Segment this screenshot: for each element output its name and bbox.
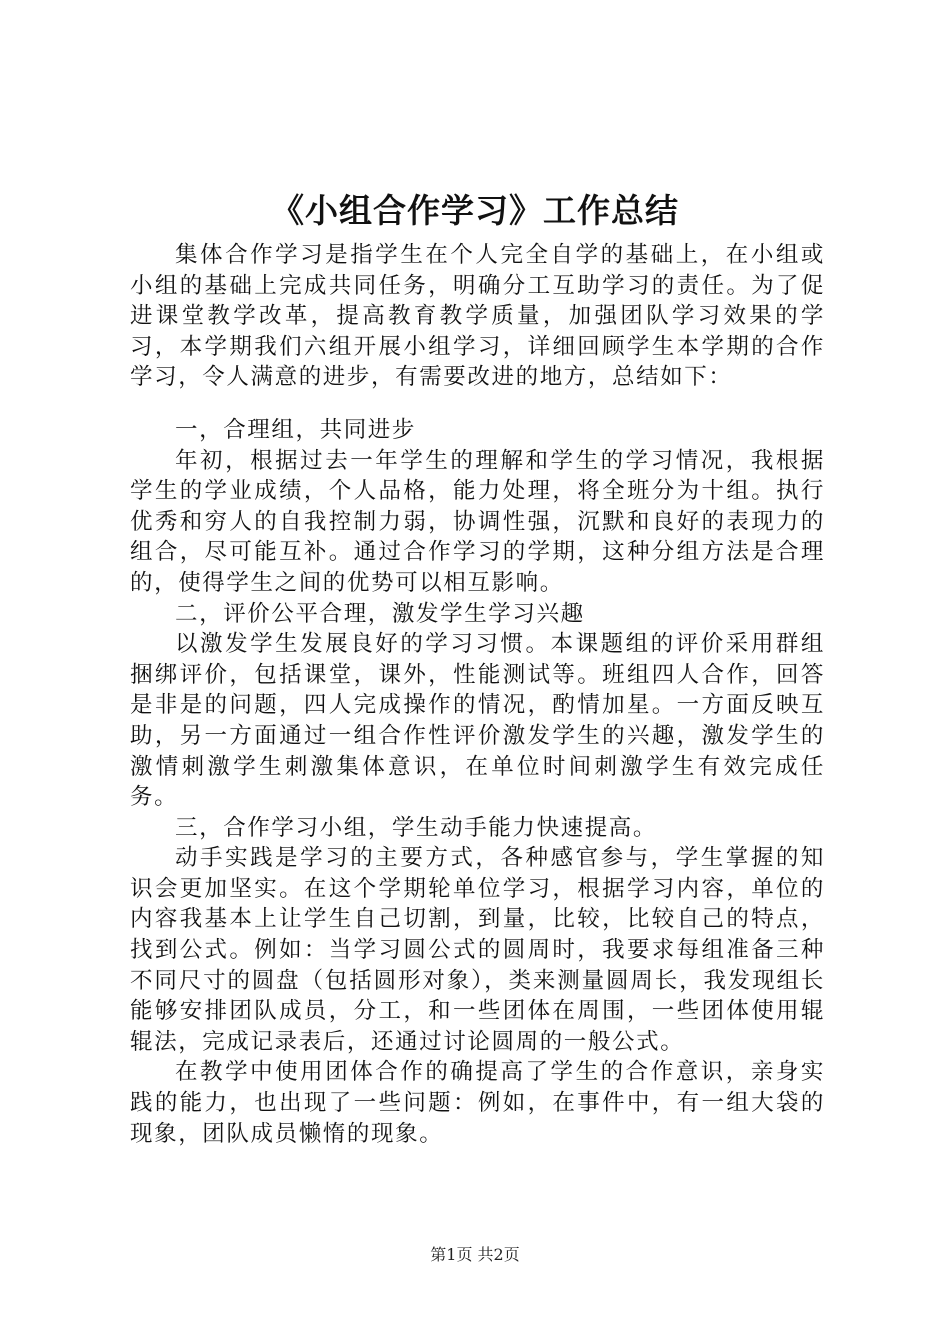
section-heading-1: 一，合理组，共同进步	[175, 416, 417, 443]
section-paragraph-2: 以激发学生发展良好的学习习惯。本课题组的评价采用群组捆绑评价，包括课堂，课外，性能测试等。班组四人合作，回答是非是的问题，四人完成操作的情况，酌情加星。一方面反映互助，另一方面通过一组合作性评价激发学生的兴趣，激发学生的激情刺激学生刺激集体意识，在单位时间刺激学生有效完成任务。	[130, 631, 825, 811]
closing-paragraph: 在教学中使用团体合作的确提高了学生的合作意识，亲身实践的能力，也出现了一些问题：例如，在事件中，有一组大袋的现象，团队成员懒惰的现象。	[130, 1059, 825, 1147]
page-footer: 第1页 共2页	[430, 1245, 520, 1264]
section-paragraph-1: 年初，根据过去一年学生的理解和学生的学习情况，我根据学生的学业成绩，个人品格，能力处理，将全班分为十组。执行优秀和穷人的自我控制力弱，协调性强，沉默和良好的表现力的组合，尽可能互补。通过合作学习的学期，这种分组方法是合理的，使得学生之间的优势可以相互影响。	[130, 447, 825, 596]
document-title: 《小组合作学习》工作总结	[271, 191, 679, 230]
intro-paragraph: 集体合作学习是指学生在个人完全自学的基础上，在小组或小组的基础上完成共同任务，明确分工互助学习的责任。为了促进课堂教学改革，提高教育教学质量，加强团队学习效果的学习，本学期我们六组开展小组学习，详细回顾学生本学期的合作学习，令人满意的进步，有需要改进的地方，总结如下：	[130, 242, 825, 391]
section-heading-3: 三，合作学习小组，学生动手能力快速提高。	[175, 814, 658, 841]
section-paragraph-3: 动手实践是学习的主要方式，各种感官参与，学生掌握的知识会更加坚实。在这个学期轮单位学习，根据学习内容，单位的内容我基本上让学生自己切割，到量，比较，比较自己的特点，找到公式。例如：当学习圆公式的圆周时，我要求每组准备三种不同尺寸的圆盘（包括圆形对象），类来测量圆周长，我发现组长能够安排团队成员，分工，和一些团体在周围，一些团体使用辊辊法，完成记录表后，还通过讨论圆周的一般公式。	[130, 845, 825, 1055]
document-body	[130, 240, 825, 1149]
section-heading-2: 二，评价公平合理，激发学生学习兴趣	[175, 600, 585, 627]
